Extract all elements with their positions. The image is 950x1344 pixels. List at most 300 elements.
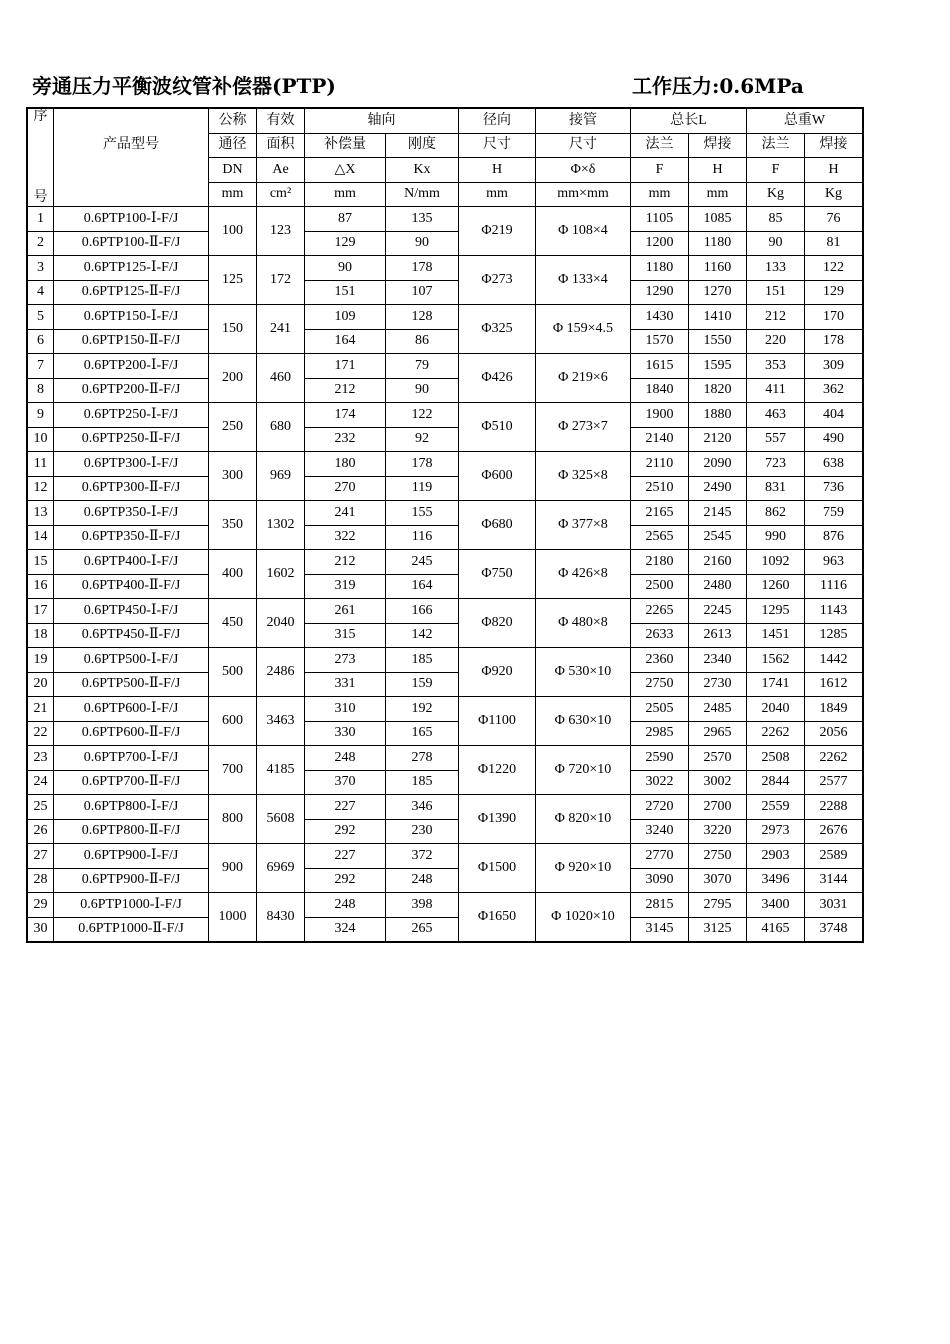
weight-flange: 411 xyxy=(747,378,805,403)
length-flange: 2590 xyxy=(631,746,689,771)
axial-stiffness: 248 xyxy=(386,868,459,893)
weight-flange: 2262 xyxy=(747,721,805,746)
effective-area: 8430 xyxy=(257,893,305,942)
pipe-size: Φ 530×10 xyxy=(536,648,631,697)
effective-area: 2486 xyxy=(257,648,305,697)
header-row-2 xyxy=(28,133,863,158)
product-model: 0.6PTP500-Ⅰ-F/J xyxy=(54,648,209,673)
header-cell: H xyxy=(805,158,863,183)
product-model: 0.6PTP350-Ⅰ-F/J xyxy=(54,501,209,526)
table-row xyxy=(28,574,863,599)
weight-flange: 3400 xyxy=(747,893,805,918)
table-row xyxy=(28,305,863,330)
product-model: 0.6PTP700-Ⅰ-F/J xyxy=(54,746,209,771)
nominal-diameter: 250 xyxy=(209,403,257,452)
radial-size: Φ1500 xyxy=(459,844,536,893)
axial-stiffness: 164 xyxy=(386,574,459,599)
table-row xyxy=(28,231,863,256)
pipe-size: Φ 820×10 xyxy=(536,795,631,844)
length-weld: 1270 xyxy=(689,280,747,305)
weight-weld: 759 xyxy=(805,501,863,526)
axial-compensation: 248 xyxy=(305,893,386,918)
table-row xyxy=(28,427,863,452)
effective-area: 2040 xyxy=(257,599,305,648)
length-weld: 1880 xyxy=(689,403,747,428)
header-cell: cm² xyxy=(257,182,305,207)
header-cell: 面积 xyxy=(257,133,305,158)
table-row xyxy=(28,550,863,575)
row-number: 7 xyxy=(28,354,54,379)
weight-weld: 736 xyxy=(805,476,863,501)
header-cell: 径向 xyxy=(459,109,536,134)
nominal-diameter: 100 xyxy=(209,207,257,256)
header-cell: Kg xyxy=(747,182,805,207)
table-row xyxy=(28,599,863,624)
length-flange: 1200 xyxy=(631,231,689,256)
row-number: 25 xyxy=(28,795,54,820)
pipe-size: Φ 480×8 xyxy=(536,599,631,648)
header-cell: 法兰 xyxy=(747,133,805,158)
spec-table xyxy=(27,108,863,942)
header-cell: 通径 xyxy=(209,133,257,158)
document-title: 旁通压力平衡波纹管补偿器(PTP) xyxy=(32,74,336,98)
axial-compensation: 232 xyxy=(305,427,386,452)
header-cell: 法兰 xyxy=(631,133,689,158)
row-number: 19 xyxy=(28,648,54,673)
length-flange: 2633 xyxy=(631,623,689,648)
radial-size: Φ920 xyxy=(459,648,536,697)
table-header xyxy=(28,109,863,207)
axial-stiffness: 135 xyxy=(386,207,459,232)
weight-weld: 3031 xyxy=(805,893,863,918)
axial-stiffness: 398 xyxy=(386,893,459,918)
weight-weld: 2288 xyxy=(805,795,863,820)
length-flange: 2165 xyxy=(631,501,689,526)
length-weld: 2485 xyxy=(689,697,747,722)
product-model: 0.6PTP250-Ⅰ-F/J xyxy=(54,403,209,428)
row-number: 30 xyxy=(28,917,54,942)
length-flange: 2565 xyxy=(631,525,689,550)
weight-flange: 133 xyxy=(747,256,805,281)
length-weld: 2120 xyxy=(689,427,747,452)
axial-compensation: 180 xyxy=(305,452,386,477)
table-row xyxy=(28,403,863,428)
length-weld: 1820 xyxy=(689,378,747,403)
weight-weld: 81 xyxy=(805,231,863,256)
product-model: 0.6PTP450-Ⅰ-F/J xyxy=(54,599,209,624)
weight-weld: 1612 xyxy=(805,672,863,697)
axial-stiffness: 372 xyxy=(386,844,459,869)
effective-area: 969 xyxy=(257,452,305,501)
axial-compensation: 315 xyxy=(305,623,386,648)
table-row xyxy=(28,844,863,869)
axial-compensation: 330 xyxy=(305,721,386,746)
radial-size: Φ426 xyxy=(459,354,536,403)
row-number: 29 xyxy=(28,893,54,918)
weight-flange: 220 xyxy=(747,329,805,354)
radial-size: Φ1390 xyxy=(459,795,536,844)
weight-weld: 2262 xyxy=(805,746,863,771)
weight-flange: 85 xyxy=(747,207,805,232)
length-weld: 2090 xyxy=(689,452,747,477)
product-model: 0.6PTP800-Ⅱ-F/J xyxy=(54,819,209,844)
row-number: 9 xyxy=(28,403,54,428)
table-body xyxy=(28,207,863,942)
axial-compensation: 212 xyxy=(305,378,386,403)
header-row-4 xyxy=(28,182,863,207)
radial-size: Φ750 xyxy=(459,550,536,599)
weight-flange: 2973 xyxy=(747,819,805,844)
pipe-size: Φ 377×8 xyxy=(536,501,631,550)
header-cell: 刚度 xyxy=(386,133,459,158)
product-model: 0.6PTP200-Ⅱ-F/J xyxy=(54,378,209,403)
weight-flange: 2844 xyxy=(747,770,805,795)
row-number: 16 xyxy=(28,574,54,599)
weight-weld: 404 xyxy=(805,403,863,428)
effective-area: 172 xyxy=(257,256,305,305)
axial-compensation: 324 xyxy=(305,917,386,942)
length-flange: 2985 xyxy=(631,721,689,746)
header-row-1 xyxy=(28,109,863,134)
weight-weld: 309 xyxy=(805,354,863,379)
length-flange: 1105 xyxy=(631,207,689,232)
title-row xyxy=(32,70,862,100)
header-row-3 xyxy=(28,158,863,183)
table-row xyxy=(28,207,863,232)
length-flange: 1180 xyxy=(631,256,689,281)
product-model: 0.6PTP900-Ⅰ-F/J xyxy=(54,844,209,869)
header-cell: 接管 xyxy=(536,109,631,134)
axial-compensation: 331 xyxy=(305,672,386,697)
length-flange: 2110 xyxy=(631,452,689,477)
table-row xyxy=(28,795,863,820)
header-model-blank xyxy=(54,158,209,183)
effective-area: 460 xyxy=(257,354,305,403)
length-weld: 1410 xyxy=(689,305,747,330)
weight-flange: 1092 xyxy=(747,550,805,575)
header-xu-blank xyxy=(28,133,54,158)
axial-stiffness: 116 xyxy=(386,525,459,550)
axial-stiffness: 142 xyxy=(386,623,459,648)
weight-weld: 178 xyxy=(805,329,863,354)
table-row xyxy=(28,770,863,795)
axial-stiffness: 90 xyxy=(386,378,459,403)
length-flange: 1900 xyxy=(631,403,689,428)
effective-area: 123 xyxy=(257,207,305,256)
product-model: 0.6PTP300-Ⅱ-F/J xyxy=(54,476,209,501)
weight-weld: 1849 xyxy=(805,697,863,722)
row-number: 24 xyxy=(28,770,54,795)
axial-stiffness: 128 xyxy=(386,305,459,330)
axial-compensation: 261 xyxy=(305,599,386,624)
length-flange: 2140 xyxy=(631,427,689,452)
length-weld: 1595 xyxy=(689,354,747,379)
axial-stiffness: 155 xyxy=(386,501,459,526)
row-number: 14 xyxy=(28,525,54,550)
header-cell: N/mm xyxy=(386,182,459,207)
table-row xyxy=(28,648,863,673)
axial-stiffness: 278 xyxy=(386,746,459,771)
weight-weld: 2589 xyxy=(805,844,863,869)
axial-compensation: 322 xyxy=(305,525,386,550)
length-weld: 2490 xyxy=(689,476,747,501)
axial-stiffness: 107 xyxy=(386,280,459,305)
header-cell: 补偿量 xyxy=(305,133,386,158)
table-row xyxy=(28,354,863,379)
length-weld: 2480 xyxy=(689,574,747,599)
weight-flange: 212 xyxy=(747,305,805,330)
weight-weld: 1143 xyxy=(805,599,863,624)
weight-flange: 831 xyxy=(747,476,805,501)
header-cell: Φ×δ xyxy=(536,158,631,183)
row-number: 22 xyxy=(28,721,54,746)
weight-weld: 2056 xyxy=(805,721,863,746)
header-cell: DN xyxy=(209,158,257,183)
header-model-blank xyxy=(54,109,209,134)
row-number: 23 xyxy=(28,746,54,771)
product-model: 0.6PTP1000-Ⅱ-F/J xyxy=(54,917,209,942)
length-weld: 3002 xyxy=(689,770,747,795)
header-total-weight: 总重W xyxy=(747,109,863,134)
product-model: 0.6PTP1000-Ⅰ-F/J xyxy=(54,893,209,918)
effective-area: 3463 xyxy=(257,697,305,746)
axial-compensation: 151 xyxy=(305,280,386,305)
weight-weld: 1442 xyxy=(805,648,863,673)
weight-flange: 1741 xyxy=(747,672,805,697)
header-cell: F xyxy=(747,158,805,183)
length-flange: 3240 xyxy=(631,819,689,844)
header-cell: 焊接 xyxy=(805,133,863,158)
table-row xyxy=(28,893,863,918)
length-flange: 1840 xyxy=(631,378,689,403)
product-model: 0.6PTP150-Ⅰ-F/J xyxy=(54,305,209,330)
length-flange: 2180 xyxy=(631,550,689,575)
weight-weld: 76 xyxy=(805,207,863,232)
axial-compensation: 129 xyxy=(305,231,386,256)
length-flange: 2505 xyxy=(631,697,689,722)
nominal-diameter: 300 xyxy=(209,452,257,501)
weight-weld: 1285 xyxy=(805,623,863,648)
row-number: 21 xyxy=(28,697,54,722)
length-flange: 1290 xyxy=(631,280,689,305)
weight-weld: 170 xyxy=(805,305,863,330)
product-model: 0.6PTP500-Ⅱ-F/J xyxy=(54,672,209,697)
axial-stiffness: 178 xyxy=(386,256,459,281)
pipe-size: Φ 273×7 xyxy=(536,403,631,452)
nominal-diameter: 200 xyxy=(209,354,257,403)
axial-compensation: 248 xyxy=(305,746,386,771)
radial-size: Φ1100 xyxy=(459,697,536,746)
length-weld: 2145 xyxy=(689,501,747,526)
row-number: 5 xyxy=(28,305,54,330)
radial-size: Φ680 xyxy=(459,501,536,550)
header-cell: mm xyxy=(305,182,386,207)
working-pressure: 工作压力:0.6MPa xyxy=(632,74,804,98)
table-row xyxy=(28,452,863,477)
axial-stiffness: 90 xyxy=(386,231,459,256)
length-weld: 2545 xyxy=(689,525,747,550)
header-cell: 有效 xyxy=(257,109,305,134)
header-cell: 公称 xyxy=(209,109,257,134)
length-flange: 1615 xyxy=(631,354,689,379)
axial-stiffness: 165 xyxy=(386,721,459,746)
header-cell: mm xyxy=(689,182,747,207)
length-weld: 3220 xyxy=(689,819,747,844)
table-row xyxy=(28,623,863,648)
weight-flange: 990 xyxy=(747,525,805,550)
length-flange: 2360 xyxy=(631,648,689,673)
weight-flange: 862 xyxy=(747,501,805,526)
axial-stiffness: 230 xyxy=(386,819,459,844)
weight-flange: 90 xyxy=(747,231,805,256)
weight-weld: 3144 xyxy=(805,868,863,893)
length-weld: 2730 xyxy=(689,672,747,697)
radial-size: Φ1220 xyxy=(459,746,536,795)
product-model: 0.6PTP800-Ⅰ-F/J xyxy=(54,795,209,820)
pipe-size: Φ 720×10 xyxy=(536,746,631,795)
axial-stiffness: 159 xyxy=(386,672,459,697)
pipe-size: Φ 630×10 xyxy=(536,697,631,746)
row-number: 10 xyxy=(28,427,54,452)
length-flange: 2510 xyxy=(631,476,689,501)
table-row xyxy=(28,525,863,550)
nominal-diameter: 150 xyxy=(209,305,257,354)
weight-weld: 2676 xyxy=(805,819,863,844)
table-row xyxy=(28,280,863,305)
weight-flange: 2040 xyxy=(747,697,805,722)
length-flange: 1430 xyxy=(631,305,689,330)
axial-stiffness: 119 xyxy=(386,476,459,501)
length-flange: 2770 xyxy=(631,844,689,869)
radial-size: Φ325 xyxy=(459,305,536,354)
nominal-diameter: 400 xyxy=(209,550,257,599)
nominal-diameter: 450 xyxy=(209,599,257,648)
table-row xyxy=(28,256,863,281)
table-row xyxy=(28,476,863,501)
header-cell: mm xyxy=(631,182,689,207)
table-row xyxy=(28,672,863,697)
length-flange: 2720 xyxy=(631,795,689,820)
nominal-diameter: 125 xyxy=(209,256,257,305)
header-total-length: 总长L xyxy=(631,109,747,134)
length-flange: 3022 xyxy=(631,770,689,795)
header-cell: F xyxy=(631,158,689,183)
row-number: 8 xyxy=(28,378,54,403)
row-number: 15 xyxy=(28,550,54,575)
axial-compensation: 227 xyxy=(305,795,386,820)
nominal-diameter: 1000 xyxy=(209,893,257,942)
axial-compensation: 171 xyxy=(305,354,386,379)
radial-size: Φ820 xyxy=(459,599,536,648)
row-number: 4 xyxy=(28,280,54,305)
length-weld: 2750 xyxy=(689,844,747,869)
product-model: 0.6PTP100-Ⅰ-F/J xyxy=(54,207,209,232)
header-cell: mm xyxy=(209,182,257,207)
length-weld: 2160 xyxy=(689,550,747,575)
product-model: 0.6PTP900-Ⅱ-F/J xyxy=(54,868,209,893)
weight-weld: 963 xyxy=(805,550,863,575)
weight-weld: 1116 xyxy=(805,574,863,599)
header-cell: mm×mm xyxy=(536,182,631,207)
length-weld: 3070 xyxy=(689,868,747,893)
effective-area: 6969 xyxy=(257,844,305,893)
length-flange: 1570 xyxy=(631,329,689,354)
axial-compensation: 109 xyxy=(305,305,386,330)
nominal-diameter: 800 xyxy=(209,795,257,844)
axial-stiffness: 192 xyxy=(386,697,459,722)
axial-stiffness: 185 xyxy=(386,770,459,795)
row-number: 27 xyxy=(28,844,54,869)
length-weld: 2795 xyxy=(689,893,747,918)
length-flange: 3090 xyxy=(631,868,689,893)
nominal-diameter: 900 xyxy=(209,844,257,893)
radial-size: Φ1650 xyxy=(459,893,536,942)
weight-flange: 463 xyxy=(747,403,805,428)
weight-flange: 1295 xyxy=(747,599,805,624)
product-model: 0.6PTP100-Ⅱ-F/J xyxy=(54,231,209,256)
axial-compensation: 212 xyxy=(305,550,386,575)
axial-compensation: 292 xyxy=(305,868,386,893)
length-weld: 1085 xyxy=(689,207,747,232)
row-number: 1 xyxy=(28,207,54,232)
product-model: 0.6PTP600-Ⅰ-F/J xyxy=(54,697,209,722)
weight-flange: 151 xyxy=(747,280,805,305)
row-number: 18 xyxy=(28,623,54,648)
axial-stiffness: 92 xyxy=(386,427,459,452)
header-cell: 尺寸 xyxy=(536,133,631,158)
axial-compensation: 174 xyxy=(305,403,386,428)
axial-stiffness: 166 xyxy=(386,599,459,624)
effective-area: 5608 xyxy=(257,795,305,844)
header-cell: H xyxy=(689,158,747,183)
axial-compensation: 164 xyxy=(305,329,386,354)
product-model: 0.6PTP125-Ⅱ-F/J xyxy=(54,280,209,305)
effective-area: 241 xyxy=(257,305,305,354)
weight-flange: 557 xyxy=(747,427,805,452)
weight-flange: 2508 xyxy=(747,746,805,771)
length-flange: 2750 xyxy=(631,672,689,697)
axial-compensation: 292 xyxy=(305,819,386,844)
length-flange: 3145 xyxy=(631,917,689,942)
pipe-size: Φ 920×10 xyxy=(536,844,631,893)
axial-stiffness: 86 xyxy=(386,329,459,354)
header-model: 产品型号 xyxy=(54,133,209,158)
header-hao: 号 xyxy=(28,182,54,207)
row-number: 13 xyxy=(28,501,54,526)
axial-stiffness: 245 xyxy=(386,550,459,575)
weight-flange: 1562 xyxy=(747,648,805,673)
nominal-diameter: 350 xyxy=(209,501,257,550)
table-row xyxy=(28,501,863,526)
header-cell: Kg xyxy=(805,182,863,207)
product-model: 0.6PTP200-Ⅰ-F/J xyxy=(54,354,209,379)
effective-area: 680 xyxy=(257,403,305,452)
effective-area: 1602 xyxy=(257,550,305,599)
axial-stiffness: 122 xyxy=(386,403,459,428)
row-number: 20 xyxy=(28,672,54,697)
product-model: 0.6PTP400-Ⅱ-F/J xyxy=(54,574,209,599)
weight-flange: 1260 xyxy=(747,574,805,599)
row-number: 3 xyxy=(28,256,54,281)
header-cell: H xyxy=(459,158,536,183)
row-number: 11 xyxy=(28,452,54,477)
weight-weld: 876 xyxy=(805,525,863,550)
axial-stiffness: 79 xyxy=(386,354,459,379)
pipe-size: Φ 159×4.5 xyxy=(536,305,631,354)
length-weld: 2965 xyxy=(689,721,747,746)
table-row xyxy=(28,746,863,771)
length-weld: 2245 xyxy=(689,599,747,624)
